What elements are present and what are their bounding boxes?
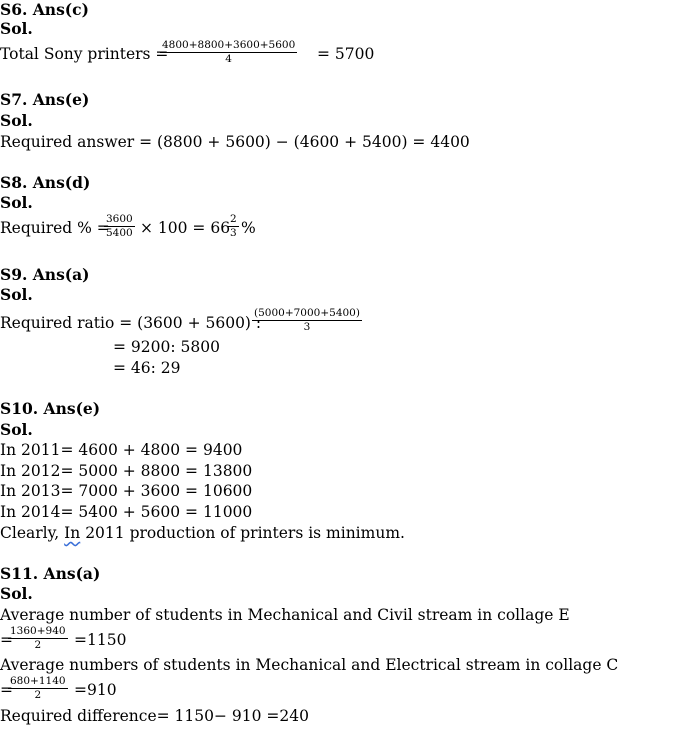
s11-fraction-1 [8,625,68,652]
s8-percent: % [241,219,256,237]
s6-fraction [160,39,297,66]
s11-fraction-2 [8,675,68,702]
s10-sol-label: Sol. [0,420,33,439]
s9-line3: = 46: 29 [113,359,181,377]
s6-lhs: Total Sony printers = [0,45,169,63]
s9-fraction-denominator: 3 [303,321,311,333]
s10-conclusion-c: 2011 production of printers is minimum. [80,524,405,542]
s8-heading: S8. Ans(d) [0,173,91,192]
s11-result-2: =910 [74,681,117,699]
s11-fraction-2-numerator: 680+1140 [10,675,66,687]
s11-sol-label: Sol. [0,584,33,603]
s9-sol-label: Sol. [0,285,33,304]
s8-fraction-denominator: 5400 [106,227,133,239]
s10-line-2012: In 2012= 5000 + 8800 = 13800 [0,462,253,480]
s6-heading: S6. Ans(c) [0,0,89,19]
s8-mixed-denominator: 3 [230,227,237,239]
s6-sol-label: Sol. [0,19,33,38]
s10-line-2014: In 2014= 5400 + 5600 = 11000 [0,503,253,521]
s9-fraction [252,307,362,334]
s8-fraction-numerator: 3600 [106,213,133,225]
s7-sol-label: Sol. [0,111,33,130]
s11-line3: Required difference= 1150− 910 =240 [0,707,309,725]
s11-eq2: = [0,681,13,699]
s7-heading: S7. Ans(e) [0,90,90,109]
s11-line2: Average numbers of students in Mechanical and Electrical stream in collage C [0,656,619,674]
s9-fraction-numerator: (5000+7000+5400) [254,307,360,319]
s8-middle: × 100 = 66 [140,219,231,237]
s11-eq1: = [0,631,13,649]
s6-fraction-denominator: 4 [225,53,232,65]
s9-lhs: Required ratio = (3600 + 5600) : [0,314,262,332]
s10-line-2011: In 2011= 4600 + 4800 = 9400 [0,441,243,459]
s11-result-1: =1150 [74,631,127,649]
s8-fraction [104,213,135,240]
s10-conclusion-a: Clearly, [0,524,65,542]
s7-equation: Required answer = (8800 + 5600) − (4600 + 5400) = 4400 [0,133,470,151]
s10-conclusion-flagged-word: In [64,524,81,542]
s11-fraction-2-denominator: 2 [34,689,42,701]
s9-line2: = 9200: 5800 [113,338,220,356]
s11-line1: Average number of students in Mechanical and Civil stream in collage E [0,606,570,624]
s10-heading: S10. Ans(e) [0,399,101,418]
s6-fraction-numerator: 4800+8800+3600+5600 [162,39,296,51]
s9-heading: S9. Ans(a) [0,265,90,284]
s8-sol-label: Sol. [0,193,33,212]
s10-line-2013: In 2013= 7000 + 3600 = 10600 [0,482,253,500]
s8-mixed-fraction [228,213,239,240]
s11-fraction-1-denominator: 2 [34,639,42,651]
s11-fraction-1-numerator: 1360+940 [10,625,66,637]
s10-conclusion [0,523,405,543]
s8-mixed-numerator: 2 [230,213,237,225]
s11-heading: S11. Ans(a) [0,564,101,583]
s8-lhs: Required % = [0,219,110,237]
s6-rhs: = 5700 [317,45,375,63]
